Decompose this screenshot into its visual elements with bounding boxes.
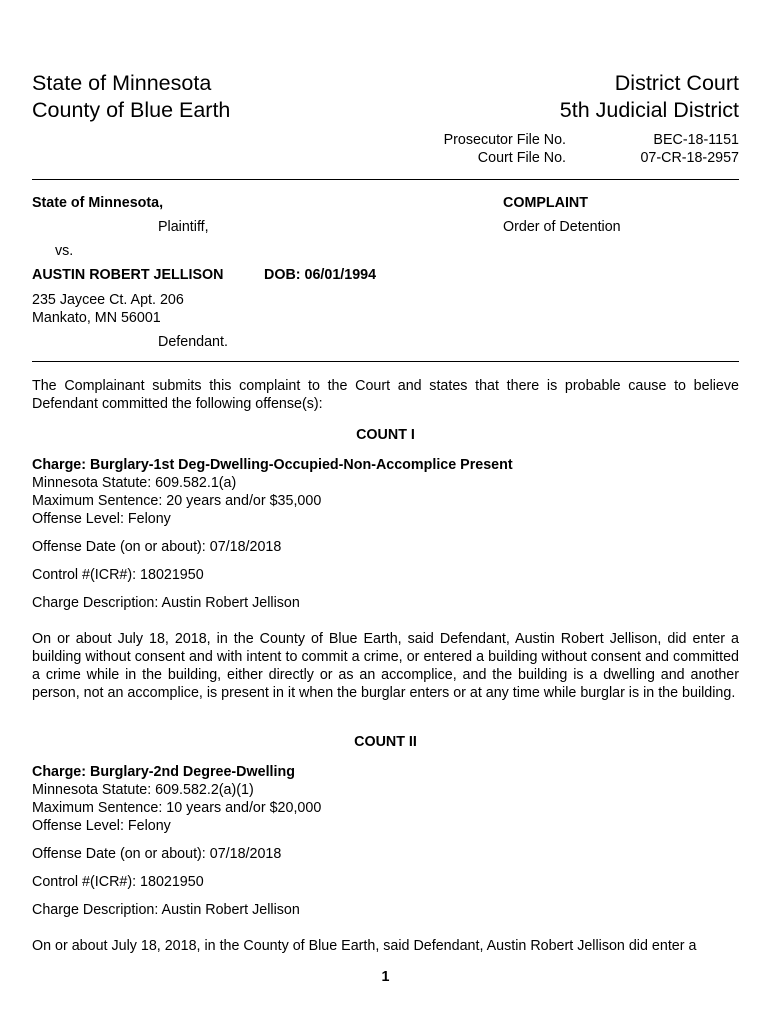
complaint-page (32, 0, 739, 1024)
defendant-address-line1: 235 Jaycee Ct. Apt. 206 (32, 292, 184, 308)
court-title: District Court (614, 71, 739, 95)
court-file-number: 07-CR-18-2957 (640, 150, 739, 166)
prosecutor-file-number: BEC-18-1151 (653, 132, 739, 148)
charge-max-sentence: Maximum Sentence: 10 years and/or $20,000 (32, 800, 322, 816)
defendant-label: Defendant. (158, 334, 228, 350)
charge-title: Charge: Burglary-2nd Degree-Dwelling (32, 764, 295, 780)
defendant-name: AUSTIN ROBERT JELLISON (32, 267, 224, 283)
header-divider (32, 179, 739, 180)
charge-offense-level: Offense Level: Felony (32, 818, 171, 834)
defendant-dob: DOB: 06/01/1994 (264, 267, 377, 283)
document-type: COMPLAINT (503, 195, 588, 211)
count-heading: COUNT I (356, 427, 415, 443)
district-title: 5th Judicial District (559, 98, 739, 122)
plaintiff-label: Plaintiff, (158, 219, 209, 235)
plaintiff-name: State of Minnesota, (32, 195, 164, 211)
charge-description: Charge Description: Austin Robert Jellison (32, 595, 300, 611)
caption-divider (32, 361, 739, 362)
defendant-address-line2: Mankato, MN 56001 (32, 310, 161, 326)
charge-control-number: Control #(ICR#): 18021950 (32, 874, 204, 890)
charge-description: Charge Description: Austin Robert Jellison (32, 902, 300, 918)
document-subtype: Order of Detention (503, 219, 621, 235)
charge-offense-date: Offense Date (on or about): 07/18/2018 (32, 539, 282, 555)
charge-narrative: On or about July 18, 2018, in the County of Blue Earth, said Defendant, Austin Robert Jellison, did enter a building without consent and with intent to commit a crime, or entered a building without consent and committed a crime while in the building, either directly or as an accomplice, and the building is a dwelling and another person, not an accomplice, is present in it when the burglar enters or at any time while burglar is in the building. (32, 631, 739, 701)
charge-offense-level: Offense Level: Felony (32, 511, 171, 527)
charge-narrative: On or about July 18, 2018, in the County of Blue Earth, said Defendant, Austin Robert Jellison did enter a (32, 938, 697, 954)
state-title: State of Minnesota (32, 71, 212, 95)
charge-title: Charge: Burglary-1st Deg-Dwelling-Occupied-Non-Accomplice Present (32, 457, 513, 473)
page-number: 1 (381, 969, 390, 985)
count-heading: COUNT II (354, 734, 417, 750)
charge-control-number: Control #(ICR#): 18021950 (32, 567, 204, 583)
county-title: County of Blue Earth (32, 98, 231, 122)
intro-paragraph: The Complainant submits this complaint to the Court and states that there is probable cause to believe Defendant committed the following offense(s): (32, 378, 739, 412)
prosecutor-file-label: Prosecutor File No. (443, 132, 566, 148)
charge-statute: Minnesota Statute: 609.582.1(a) (32, 475, 237, 491)
charge-statute: Minnesota Statute: 609.582.2(a)(1) (32, 782, 254, 798)
charge-max-sentence: Maximum Sentence: 20 years and/or $35,000 (32, 493, 322, 509)
charge-offense-date: Offense Date (on or about): 07/18/2018 (32, 846, 282, 862)
court-file-label: Court File No. (477, 150, 566, 166)
versus-label: vs. (55, 243, 74, 259)
